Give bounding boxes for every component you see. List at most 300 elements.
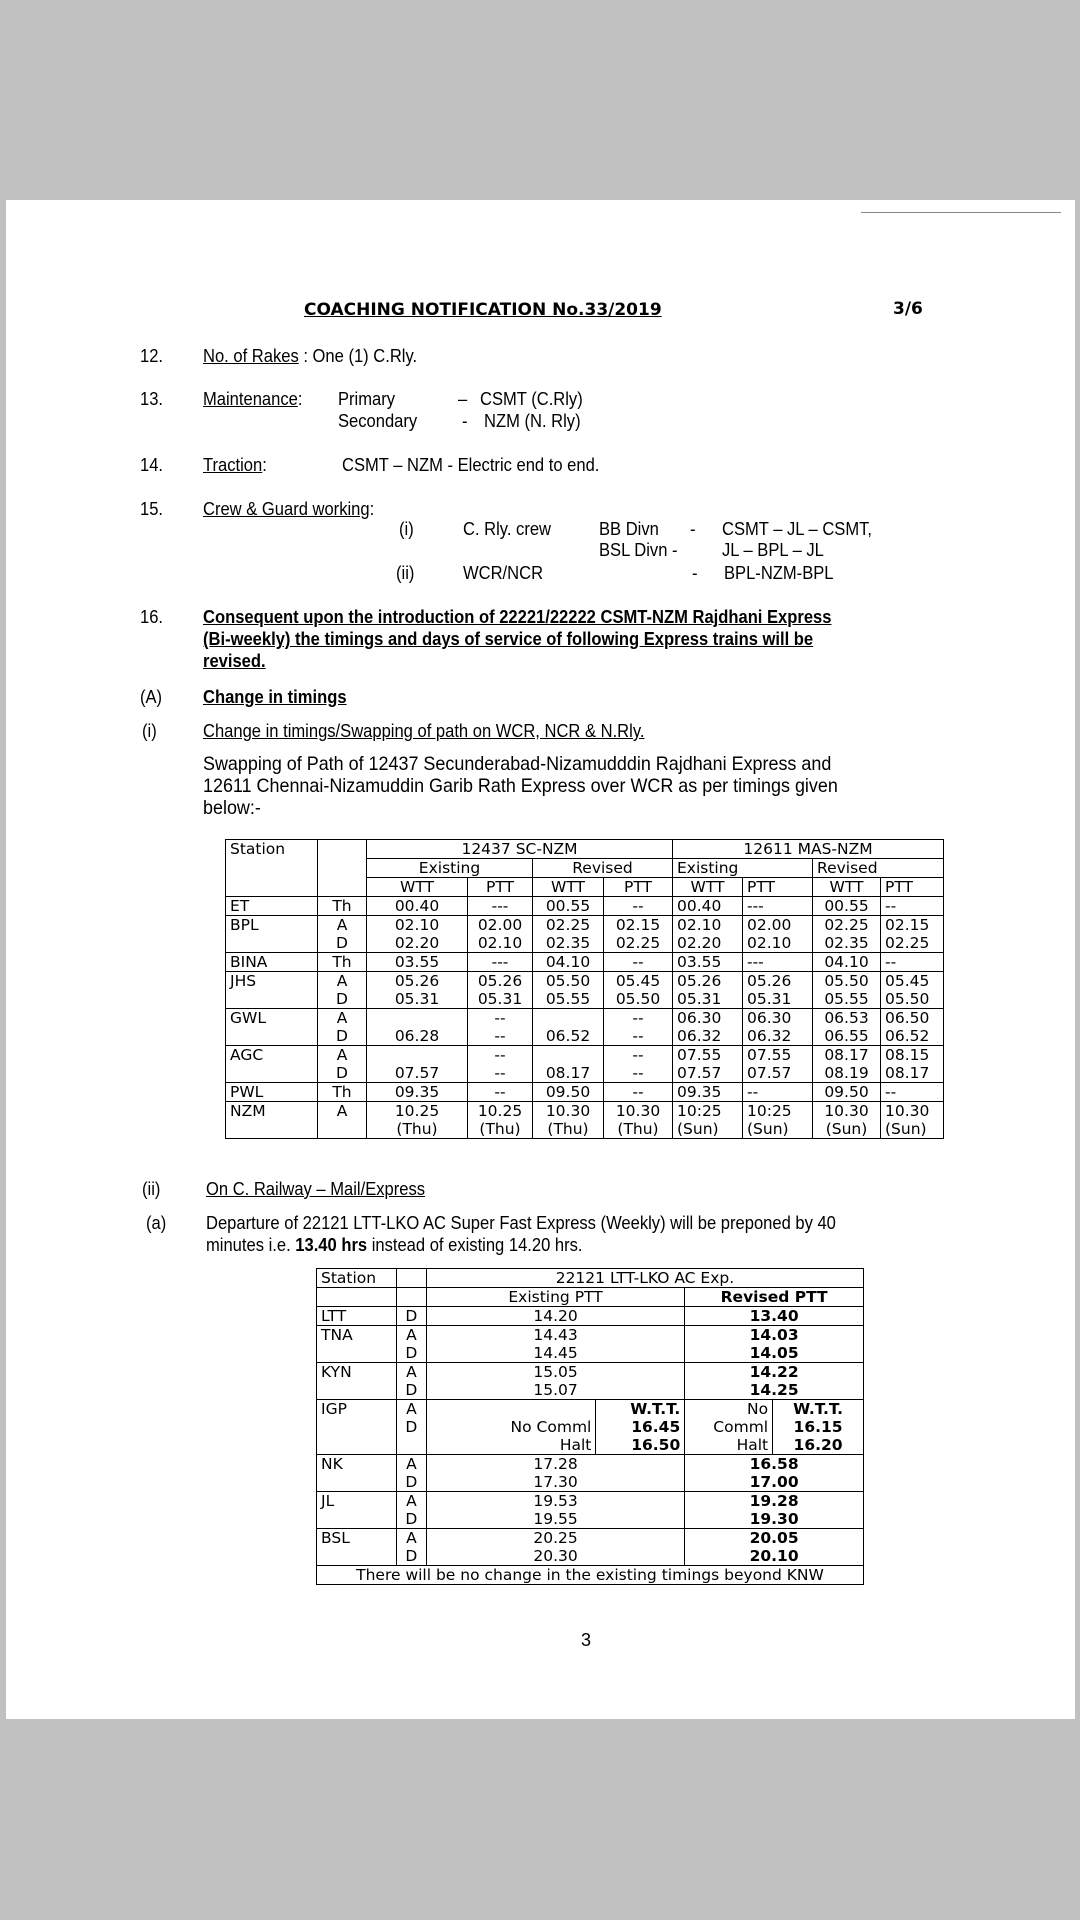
revised-time-cell: [685, 1326, 864, 1363]
time-value: Comml: [713, 1418, 769, 1436]
time-cell: [813, 1083, 881, 1102]
table-row-igp: [317, 1400, 864, 1455]
station-code: BSL: [317, 1529, 397, 1566]
time-value: [401, 1436, 422, 1454]
time-value: 10:25: [747, 1102, 792, 1120]
item-14-label: Traction: [203, 455, 263, 475]
time-value: 09.35: [394, 1083, 440, 1101]
section-ii-index: (ii): [142, 1179, 161, 1199]
station-code: IGP: [317, 1400, 397, 1455]
time-value: 17.28: [533, 1455, 578, 1473]
scan-artifact-line: [861, 212, 1061, 213]
header-ptt: PTT: [468, 878, 533, 897]
table-row: [317, 1307, 864, 1326]
time-value: 00.40: [394, 897, 440, 915]
time-value: 06.53: [824, 1009, 869, 1027]
timings-table-wcr: [225, 839, 944, 1139]
section-a-i-title: Change in timings/Swapping of path on WCR, NCR & N.Rly.: [203, 721, 645, 741]
time-value: 06.32: [677, 1027, 722, 1045]
time-value: 02.15: [615, 916, 661, 934]
time-value: 05.45: [615, 972, 661, 990]
header-station: Station: [317, 1269, 397, 1288]
section-ii-a-index: (a): [146, 1213, 167, 1233]
maintenance-primary-label: Primary: [338, 389, 396, 409]
time-value: 19.30: [749, 1510, 799, 1528]
section-ii-a-line-1: Departure of 22121 LTT-LKO AC Super Fast Express (Weekly) will be preponed by 40: [206, 1213, 836, 1233]
header-station: Station: [226, 840, 318, 897]
time-value: 20.25: [533, 1529, 578, 1547]
time-cell: [673, 1046, 743, 1083]
dash: –: [458, 389, 468, 409]
time-value: 08.17: [885, 1064, 930, 1082]
crew-row-3-who: WCR/NCR: [463, 563, 544, 583]
time-value: A: [406, 1326, 417, 1344]
time-value: 14.05: [749, 1344, 799, 1362]
time-value: --: [885, 897, 897, 915]
arr-dep-cell: [318, 1083, 367, 1102]
table-row: [317, 1326, 864, 1363]
header-existing: Existing: [673, 859, 813, 878]
existing-time-cell: [426, 1492, 684, 1529]
time-value: 06.52: [885, 1027, 930, 1045]
time-cell: [881, 916, 944, 953]
time-value: 10.30: [615, 1102, 661, 1120]
time-value: ---: [747, 897, 764, 915]
time-cell: [743, 972, 813, 1009]
time-value: 02.10: [477, 934, 523, 952]
section-a-paragraph-line-2: 12611 Chennai-Nizamuddin Garib Rath Express over WCR as per timings given: [203, 775, 838, 797]
table-row: [226, 972, 944, 1009]
time-value: 17.30: [533, 1473, 578, 1491]
time-value: 06.32: [747, 1027, 792, 1045]
time-value: 06.52: [545, 1027, 591, 1045]
item-12-label: No. of Rakes: [203, 346, 299, 366]
header-wtt: WTT: [813, 878, 881, 897]
time-value: (Thu): [396, 1120, 438, 1138]
time-value: 15.07: [533, 1381, 578, 1399]
arr-dep-cell: [396, 1455, 426, 1492]
time-value: 05.45: [885, 972, 930, 990]
time-value: 02.10: [394, 916, 440, 934]
item-16-line-2: (Bi-weekly) the timings and days of service of following Express trains will be: [203, 629, 814, 649]
time-value: 19.28: [749, 1492, 799, 1510]
time-value: 05.26: [394, 972, 440, 990]
time-value: 19.55: [533, 1510, 578, 1528]
header-revised: Revised: [533, 859, 673, 878]
time-cell: [813, 972, 881, 1009]
time-value: (Thu): [479, 1120, 521, 1138]
arr-dep-cell: [396, 1400, 426, 1455]
item-16-line-1: Consequent upon the introduction of 22221/22222 CSMT-NZM Rajdhani Express: [203, 607, 832, 627]
existing-time-cell: [426, 1529, 684, 1566]
time-value: 06.55: [824, 1027, 869, 1045]
time-value: D: [405, 1418, 418, 1436]
header-ptt: PTT: [604, 878, 673, 897]
time-value: D: [405, 1473, 418, 1491]
time-value: 06.30: [747, 1009, 792, 1027]
section-ii-a-line-2: minutes i.e. 13.40 hrs instead of existing 14.20 hrs.: [206, 1235, 583, 1255]
time-value: 07.55: [677, 1046, 722, 1064]
section-a-title: Change in timings: [203, 687, 347, 707]
time-value: A: [406, 1492, 417, 1510]
crew-row-1-index: (i): [399, 519, 414, 539]
time-cell: [881, 1046, 944, 1083]
header-train-22121: 22121 LTT-LKO AC Exp.: [426, 1269, 863, 1288]
time-value: 02.20: [677, 934, 722, 952]
time-value: 02.35: [545, 934, 591, 952]
station-code: LTT: [317, 1307, 397, 1326]
existing-time-cell: [426, 1455, 684, 1492]
dash: -: [462, 411, 468, 431]
time-value: 02.10: [677, 916, 722, 934]
time-value: [537, 1009, 599, 1027]
time-value: A: [406, 1529, 417, 1547]
time-value: A: [336, 1009, 348, 1027]
arr-dep-cell: [318, 897, 367, 916]
time-cell: [533, 897, 604, 916]
arr-dep-cell: [396, 1326, 426, 1363]
header-revised-ptt: Revised PTT: [685, 1288, 864, 1307]
time-value: Th: [332, 1083, 352, 1101]
section-a-paragraph-line-1: Swapping of Path of 12437 Secunderabad-Nizamudddin Rajdhani Express and: [203, 753, 832, 775]
station-code: GWL: [226, 1009, 318, 1046]
header-ad: [318, 840, 367, 897]
time-cell: [604, 916, 673, 953]
time-value: 03.55: [394, 953, 440, 971]
station-code: KYN: [317, 1363, 397, 1400]
header-revised: Revised: [813, 859, 944, 878]
time-cell: [533, 1083, 604, 1102]
time-value: D: [405, 1344, 418, 1362]
time-value: 14.03: [749, 1326, 799, 1344]
dash: -: [690, 519, 696, 539]
time-value: --: [494, 1083, 506, 1101]
header-existing: Existing: [367, 859, 533, 878]
time-value: [322, 1120, 362, 1138]
time-value: --: [632, 1046, 644, 1064]
time-cell: [743, 897, 813, 916]
time-value: 16.15: [793, 1418, 843, 1436]
station-code: AGC: [226, 1046, 318, 1083]
time-value: 02.00: [747, 916, 792, 934]
time-value: 02.20: [394, 934, 440, 952]
timings-table-body: [226, 897, 944, 1139]
time-value: 17.00: [749, 1473, 799, 1491]
timings-table-ltt-lko: [316, 1268, 864, 1585]
time-cell: [673, 916, 743, 953]
time-cell: [743, 1046, 813, 1083]
time-value: 02.25: [885, 934, 930, 952]
time-value: 16.50: [631, 1436, 681, 1454]
item-12: No. of Rakes : One (1) C.Rly.: [203, 346, 418, 366]
time-cell: [743, 916, 813, 953]
item-14-label-wrap: Traction:: [203, 455, 267, 475]
time-cell: [533, 953, 604, 972]
time-value: --: [885, 1083, 897, 1101]
time-value: (Sun): [747, 1120, 789, 1138]
header-ptt: PTT: [881, 878, 944, 897]
time-value: 19.53: [533, 1492, 578, 1510]
existing-time-cell: [426, 1326, 684, 1363]
time-value: D: [405, 1547, 418, 1565]
time-value: 07.57: [747, 1064, 792, 1082]
time-value: 10.30: [885, 1102, 930, 1120]
header-train-12611: 12611 MAS-NZM: [673, 840, 944, 859]
revised-time-highlight: 13.40 hrs: [295, 1235, 368, 1255]
dash: -: [692, 563, 698, 583]
station-code: PWL: [226, 1083, 318, 1102]
time-value: 05.31: [747, 990, 792, 1008]
crew-row-3-route: BPL-NZM-BPL: [724, 563, 834, 583]
item-15-label: Crew & Guard working: [203, 499, 370, 519]
existing-time-cell: [426, 1307, 684, 1326]
time-value: (Thu): [617, 1120, 659, 1138]
time-value: --: [632, 1083, 644, 1101]
time-value: --: [494, 1009, 506, 1027]
time-value: 14.25: [749, 1381, 799, 1399]
time-value: 02.25: [615, 934, 661, 952]
time-value: 05.55: [545, 990, 591, 1008]
time-value: 05.55: [824, 990, 869, 1008]
time-value: 20.10: [749, 1547, 799, 1565]
item-12-value: One (1) C.Rly.: [312, 346, 418, 366]
timings-table-body: [317, 1307, 864, 1566]
time-value: 06.50: [885, 1009, 930, 1027]
time-value: 20.30: [533, 1547, 578, 1565]
time-value: --: [494, 1064, 506, 1082]
time-value: 09.35: [677, 1083, 722, 1101]
time-value: D: [336, 1064, 348, 1082]
time-value: A: [336, 916, 348, 934]
time-value: 02.10: [747, 934, 792, 952]
section-a-paragraph-line-3: below:-: [203, 797, 261, 819]
section-ii-title: On C. Railway – Mail/Express: [206, 1179, 426, 1199]
time-value: Halt: [736, 1436, 769, 1454]
time-cell: [673, 897, 743, 916]
time-value: 05.31: [477, 990, 523, 1008]
time-value: (Thu): [547, 1120, 589, 1138]
time-value: A: [406, 1363, 417, 1381]
time-cell: [468, 1083, 533, 1102]
time-cell: [367, 953, 468, 972]
item-14-value: CSMT – NZM - Electric end to end.: [342, 455, 600, 475]
time-cell: [367, 916, 468, 953]
header-blank: [396, 1288, 426, 1307]
arr-dep-cell: [318, 953, 367, 972]
time-value: 02.00: [477, 916, 523, 934]
time-value: 14.22: [749, 1363, 799, 1381]
time-value: W.T.T.: [793, 1400, 844, 1418]
time-value: [371, 1009, 463, 1027]
time-cell: [468, 897, 533, 916]
crew-row-3-index: (ii): [396, 563, 415, 583]
section-a-i-index: (i): [142, 721, 157, 741]
time-value: 04.10: [545, 953, 591, 971]
time-value: 20.05: [749, 1529, 799, 1547]
time-cell: [673, 972, 743, 1009]
table-row: [317, 1492, 864, 1529]
time-value: 05.50: [615, 990, 661, 1008]
time-value: (Sun): [825, 1120, 868, 1138]
time-value: 04.10: [824, 953, 869, 971]
time-cell: [673, 1102, 743, 1139]
time-value: D: [336, 990, 348, 1008]
time-value: 09.50: [545, 1083, 591, 1101]
item-13-label: Maintenance: [203, 389, 298, 409]
table-row: [317, 1455, 864, 1492]
time-cell: [813, 1009, 881, 1046]
time-value: ---: [491, 953, 509, 971]
time-value: A: [406, 1400, 417, 1418]
crew-row-2-route: JL – BPL – JL: [722, 540, 824, 560]
time-value: ---: [747, 953, 764, 971]
time-cell: [604, 972, 673, 1009]
time-cell: [813, 953, 881, 972]
time-value: 05.31: [394, 990, 440, 1008]
station-code: NZM: [226, 1102, 318, 1139]
revised-time-cell: [685, 1529, 864, 1566]
time-value: Th: [332, 897, 352, 915]
time-value: 03.55: [677, 953, 722, 971]
arr-dep-cell: [318, 1102, 367, 1139]
time-cell: [881, 1083, 944, 1102]
time-cell: [604, 1009, 673, 1046]
table-row: [226, 1046, 944, 1083]
header-blank: [317, 1288, 397, 1307]
time-value: Th: [332, 953, 352, 971]
time-value: 06.28: [394, 1027, 440, 1045]
station-code: NK: [317, 1455, 397, 1492]
revised-time-cell: [685, 1307, 864, 1326]
time-value: 15.05: [533, 1363, 578, 1381]
time-cell: [367, 897, 468, 916]
station-code: ET: [226, 897, 318, 916]
time-value: (Sun): [677, 1120, 719, 1138]
time-cell: [881, 1009, 944, 1046]
time-value: 16.45: [631, 1418, 681, 1436]
time-cell: [533, 972, 604, 1009]
table-footer-note: There will be no change in the existing timings beyond KNW: [317, 1566, 864, 1585]
station-code: BPL: [226, 916, 318, 953]
time-cell: [881, 953, 944, 972]
item-14-number: 14.: [140, 455, 164, 475]
station-code: JHS: [226, 972, 318, 1009]
arr-dep-cell: [318, 1009, 367, 1046]
time-value: 14.20: [533, 1307, 578, 1325]
arr-dep-cell: [318, 972, 367, 1009]
time-value: 00.55: [824, 897, 869, 915]
existing-time-cell: [426, 1363, 684, 1400]
revised-time-cell: [685, 1363, 864, 1400]
time-cell: [881, 897, 944, 916]
time-cell: [604, 1102, 673, 1139]
table-row: [226, 1102, 944, 1139]
time-cell: [743, 953, 813, 972]
time-cell: [533, 1009, 604, 1046]
time-value: 08.19: [824, 1064, 869, 1082]
arr-dep-cell: [396, 1307, 426, 1326]
time-value: 09.50: [824, 1083, 869, 1101]
time-value: W.T.T.: [630, 1400, 681, 1418]
section-a-index: (A): [140, 687, 163, 707]
time-value: 14.45: [533, 1344, 578, 1362]
item-15-label-wrap: Crew & Guard working:: [203, 499, 375, 519]
item-15-number: 15.: [140, 499, 164, 519]
crew-row-1-divn: BB Divn: [599, 519, 659, 539]
time-cell: [673, 1083, 743, 1102]
wtt-time-cell: [596, 1400, 685, 1455]
station-code: JL: [317, 1492, 397, 1529]
table-row: [226, 916, 944, 953]
time-value: 05.50: [545, 972, 591, 990]
table-row: [226, 953, 944, 972]
time-cell: [533, 916, 604, 953]
station-code: TNA: [317, 1326, 397, 1363]
time-cell: [743, 1083, 813, 1102]
time-value: A: [336, 972, 348, 990]
time-cell: [813, 897, 881, 916]
header-ad: [396, 1269, 426, 1288]
time-cell: [673, 1009, 743, 1046]
document-page: [6, 200, 1075, 1719]
time-value: A: [336, 1046, 348, 1064]
time-cell: [604, 953, 673, 972]
time-cell: [367, 1102, 468, 1139]
time-cell: [533, 1102, 604, 1139]
maintenance-secondary-value: NZM (N. Rly): [484, 411, 581, 431]
table-row: [226, 1083, 944, 1102]
no-comml-halt-note: [685, 1400, 773, 1455]
table-row: [226, 897, 944, 916]
time-value: 02.25: [545, 916, 591, 934]
time-value: D: [336, 1027, 348, 1045]
arr-dep-cell: [318, 916, 367, 953]
table-row: [317, 1363, 864, 1400]
time-cell: [604, 1083, 673, 1102]
time-value: 05.26: [677, 972, 722, 990]
time-cell: [743, 1102, 813, 1139]
time-value: --: [632, 1027, 644, 1045]
time-value: No Comml: [510, 1418, 592, 1436]
header-wtt: WTT: [367, 878, 468, 897]
time-value: 05.50: [885, 990, 930, 1008]
time-value: 02.35: [824, 934, 869, 952]
time-value: --: [494, 1046, 506, 1064]
time-value: --: [885, 953, 897, 971]
time-value: 05.26: [747, 972, 792, 990]
time-cell: [468, 953, 533, 972]
time-value: 05.26: [477, 972, 523, 990]
time-value: 08.17: [824, 1046, 869, 1064]
item-12-number: 12.: [140, 346, 164, 366]
time-value: 05.50: [824, 972, 869, 990]
crew-row-2-divn: BSL Divn -: [599, 540, 678, 560]
revised-time-cell: [685, 1492, 864, 1529]
time-value: 10.25: [394, 1102, 440, 1120]
time-value: A: [406, 1455, 417, 1473]
time-value: 10.25: [477, 1102, 523, 1120]
time-value: (Sun): [885, 1120, 927, 1138]
time-value: 10:25: [677, 1102, 722, 1120]
time-value: --: [494, 1027, 506, 1045]
time-value: --: [632, 897, 644, 915]
header-wtt: WTT: [533, 878, 604, 897]
time-cell: [673, 953, 743, 972]
time-value: No: [747, 1400, 769, 1418]
page-number: 3: [581, 1630, 592, 1650]
time-value: --: [632, 1064, 644, 1082]
time-cell: [604, 897, 673, 916]
